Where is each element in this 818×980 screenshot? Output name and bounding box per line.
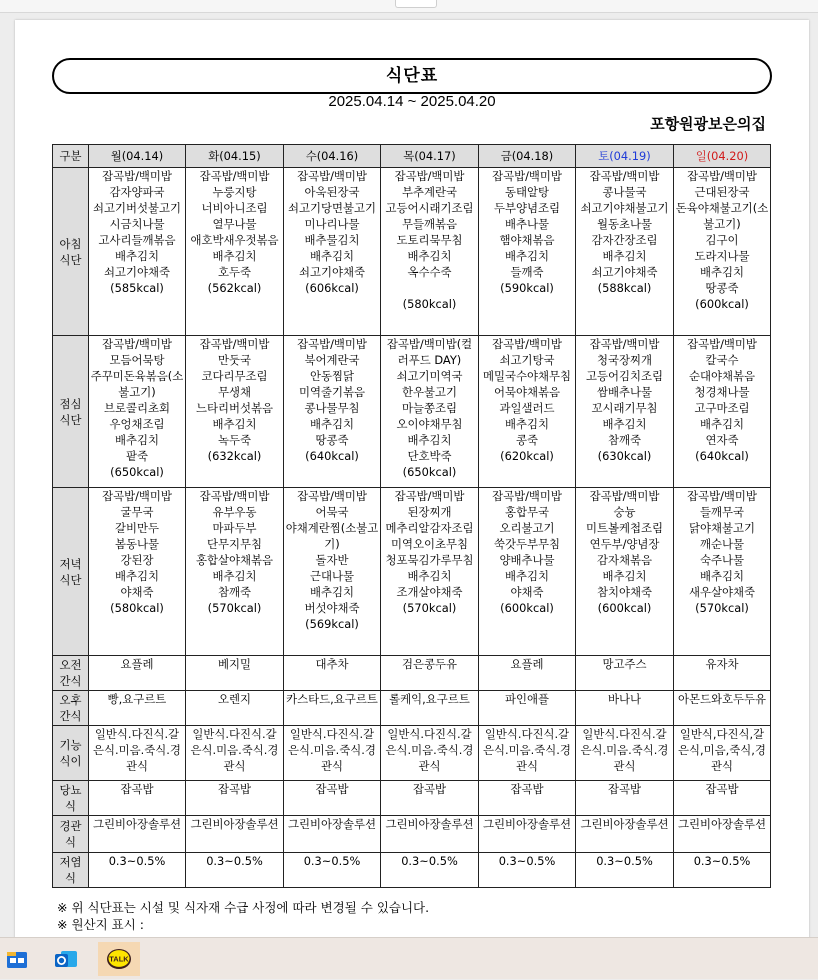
- menu-cell: 0.3~0.5%: [674, 853, 771, 888]
- menu-cell: 잡곡밥: [381, 781, 479, 816]
- menu-cell: 그린비아장솔루션: [89, 816, 186, 853]
- menu-cell: 요플레: [89, 656, 186, 691]
- menu-cell: 잡곡밥/백미밥 쇠고기탕국 메밀국수야채무침 어묵야채볶음 과일샐러드 배추김치 콩죽 (620kcal): [479, 336, 576, 488]
- menu-cell: 일반식.다진식.갈은식.미음.죽식.경관식: [576, 726, 674, 781]
- menu-cell: 롤케익,요구르트: [381, 691, 479, 726]
- menu-cell: 잡곡밥/백미밥 감자양파국 쇠고기버섯불고기 시금치나물 고사리들깨볶음 배추김치 쇠고기야채죽 (585kcal): [89, 168, 186, 336]
- menu-cell: 오렌지: [186, 691, 284, 726]
- menu-cell: 잡곡밥/백미밥 근대된장국 돈육야채불고기(소불고기) 김구이 도라지나물 배추김치 땅콩죽 (600kcal): [674, 168, 771, 336]
- menu-row: [53, 336, 771, 488]
- row-header: 오전 간식: [53, 656, 89, 691]
- row-header: 저염 식: [53, 853, 89, 888]
- menu-cell: 0.3~0.5%: [381, 853, 479, 888]
- menu-cell: 잡곡밥: [576, 781, 674, 816]
- menu-cell: 잡곡밥/백미밥 된장찌개 메추리알감자조림 미역오이초무침 청포묵김가루무침 배추김치 조개살야채죽 (570kcal): [381, 488, 479, 656]
- menu-row: [53, 488, 771, 656]
- day-header-row: [53, 145, 771, 168]
- day-header-6: 일(04.20): [674, 145, 771, 168]
- menu-cell: 잡곡밥/백미밥 아욱된장국 쇠고기당면불고기 미나리나물 배추물김치 배추김치 쇠고기야채죽 (606kcal): [284, 168, 381, 336]
- menu-cell: 잡곡밥: [89, 781, 186, 816]
- menu-cell: 잡곡밥/백미밥 모듬어묵탕 주꾸미돈육볶음(소불고기) 브로콜리초회 우엉채조림 배추김치 팥죽 (650kcal): [89, 336, 186, 488]
- menu-cell: 잡곡밥/백미밥(컬러푸드 DAY) 쇠고기미역국 한우불고기 마늘쫑조림 오이야채무침 배추김치 단호박죽 (650kcal): [381, 336, 479, 488]
- menu-cell: 0.3~0.5%: [479, 853, 576, 888]
- row-header: 오후 간식: [53, 691, 89, 726]
- document-page: [15, 20, 809, 940]
- menu-cell: 잡곡밥/백미밥 누룽지탕 너비아니조림 열무나물 애호박새우젓볶음 배추김치 호두죽 (562kcal): [186, 168, 284, 336]
- menu-cell: 잡곡밥/백미밥 부추계란국 고등어시래기조림 무들깨볶음 도토리묵무침 배추김치 옥수수죽 (580kcal): [381, 168, 479, 336]
- outlook-icon[interactable]: [49, 942, 83, 976]
- weekly-menu-table: [52, 144, 771, 888]
- menu-cell: 잡곡밥: [674, 781, 771, 816]
- menu-row: [53, 726, 771, 781]
- day-header-0: 월(04.14): [89, 145, 186, 168]
- menu-cell: 잡곡밥/백미밥 어묵국 야채계란찜(소불고기) 돌자반 근대나물 배추김치 버섯야채죽 (569kcal): [284, 488, 381, 656]
- day-header-3: 목(04.17): [381, 145, 479, 168]
- menu-row: [53, 853, 771, 888]
- svg-text:TALK: TALK: [109, 954, 129, 964]
- menu-cell: 요플레: [479, 656, 576, 691]
- menu-cell: 잡곡밥/백미밥 만둣국 코다리무조림 무생채 느타리버섯볶음 배추김치 녹두죽 (632kcal): [186, 336, 284, 488]
- row-header: 당뇨 식: [53, 781, 89, 816]
- menu-cell: 그린비아장솔루션: [284, 816, 381, 853]
- menu-cell: 0.3~0.5%: [186, 853, 284, 888]
- menu-row: [53, 168, 771, 336]
- menu-cell: 잡곡밥/백미밥 칼국수 순대야채볶음 청경채나물 고구마조림 배추김치 연자죽 (640kcal): [674, 336, 771, 488]
- menu-cell: 0.3~0.5%: [284, 853, 381, 888]
- row-header: 점심 식단: [53, 336, 89, 488]
- menu-cell: 잡곡밥/백미밥 동태알탕 두부양념조림 배추나물 햄야채볶음 배추김치 들깨죽 (590kcal): [479, 168, 576, 336]
- menu-cell: 그린비아장솔루션: [576, 816, 674, 853]
- row-header: 기능 식이: [53, 726, 89, 781]
- menu-cell: 카스타드,요구르트: [284, 691, 381, 726]
- menu-row: [53, 691, 771, 726]
- menu-cell: 잡곡밥: [186, 781, 284, 816]
- menu-cell: 일반식.다진식.갈은식.미음.죽식.경관식: [186, 726, 284, 781]
- menu-cell: 0.3~0.5%: [576, 853, 674, 888]
- menu-cell: 일반식.다진식.갈은식.미음.죽식.경관식: [479, 726, 576, 781]
- menu-cell: 그린비아장솔루션: [479, 816, 576, 853]
- menu-cell: 대추차: [284, 656, 381, 691]
- row-header: 아침 식단: [53, 168, 89, 336]
- menu-cell: 망고주스: [576, 656, 674, 691]
- taskbar: [0, 937, 818, 979]
- note-change: ※ 위 식단표는 시설 및 식자재 수급 사정에 따라 변경될 수 있습니다.: [57, 900, 430, 915]
- menu-cell: 검은콩두유: [381, 656, 479, 691]
- menu-cell: 아몬드와호두두유: [674, 691, 771, 726]
- menu-cell: 빵,요구르트: [89, 691, 186, 726]
- menu-cell: 잡곡밥/백미밥 콩나물국 쇠고기야채불고기 월동초나물 감자간장조림 배추김치 쇠고기야채죽 (588kcal): [576, 168, 674, 336]
- menu-cell: 베지밀: [186, 656, 284, 691]
- day-header-4: 금(04.18): [479, 145, 576, 168]
- row-header: 저녁 식단: [53, 488, 89, 656]
- menu-cell: 잡곡밥/백미밥 유부우동 마파두부 단무지무침 홍합살야채볶음 배추김치 참깨죽 (570kcal): [186, 488, 284, 656]
- notes: [57, 899, 429, 933]
- menu-cell: 그린비아장솔루션: [186, 816, 284, 853]
- day-header-5: 토(04.19): [576, 145, 674, 168]
- menu-row: [53, 781, 771, 816]
- file-explorer-icon[interactable]: [0, 942, 34, 976]
- kakaotalk-icon[interactable]: [98, 942, 140, 976]
- corner-header: 구분: [53, 145, 89, 168]
- menu-cell: 일반식.다진식.갈은식.미음.죽식.경관식: [381, 726, 479, 781]
- menu-cell: 잡곡밥/백미밥 북어계란국 안동찜닭 미역줄기볶음 콩나물무침 배추김치 땅콩죽 (640kcal): [284, 336, 381, 488]
- menu-cell: 유자차: [674, 656, 771, 691]
- menu-cell: 파인애플: [479, 691, 576, 726]
- document-title: 식단표: [52, 58, 772, 94]
- row-header: 경관 식: [53, 816, 89, 853]
- menu-cell: 잡곡밥/백미밥 굴무국 갈비만두 봄동나물 강된장 배추김치 야채죽 (580kcal): [89, 488, 186, 656]
- menu-cell: 0.3~0.5%: [89, 853, 186, 888]
- menu-cell: 잡곡밥/백미밥 청국장찌개 고등어김치조림 쌈배추나물 꼬시래기무침 배추김치 참깨죽 (630kcal): [576, 336, 674, 488]
- note-origin: ※ 원산지 표시 :: [57, 917, 144, 932]
- scroll-handle[interactable]: [395, 0, 437, 8]
- menu-cell: 잡곡밥/백미밥 들깨무국 닭야채불고기 깨순나물 숙주나물 배추김치 새우살야채죽 (570kcal): [674, 488, 771, 656]
- menu-cell: 잡곡밥: [284, 781, 381, 816]
- menu-cell: 바나나: [576, 691, 674, 726]
- menu-period: 2025.04.14 ~ 2025.04.20: [328, 93, 496, 110]
- menu-cell: 잡곡밥/백미밥 홍합무국 오리불고기 쑥갓두부무침 양배추나물 배추김치 야채죽 (600kcal): [479, 488, 576, 656]
- menu-cell: 잡곡밥/백미밥 숭늉 미트볼케첩조림 연두부/양념장 감자채볶음 배추김치 참치야채죽 (600kcal): [576, 488, 674, 656]
- menu-row: [53, 816, 771, 853]
- menu-cell: 일반식.다진식.갈은식.미음.죽식.경관식: [89, 726, 186, 781]
- day-header-1: 화(04.15): [186, 145, 284, 168]
- organization-name: 포항원광보은의집: [650, 115, 766, 133]
- menu-row: [53, 656, 771, 691]
- viewer-top-bar: [0, 0, 818, 13]
- day-header-2: 수(04.16): [284, 145, 381, 168]
- menu-cell: 일반식.다진식.갈은식.미음.죽식.경관식: [284, 726, 381, 781]
- menu-cell: 일반식,다진식,갈은식,미음,죽식,경관식: [674, 726, 771, 781]
- menu-cell: 그린비아장솔루션: [381, 816, 479, 853]
- menu-cell: 잡곡밥: [479, 781, 576, 816]
- menu-cell: 그린비아장솔루션: [674, 816, 771, 853]
